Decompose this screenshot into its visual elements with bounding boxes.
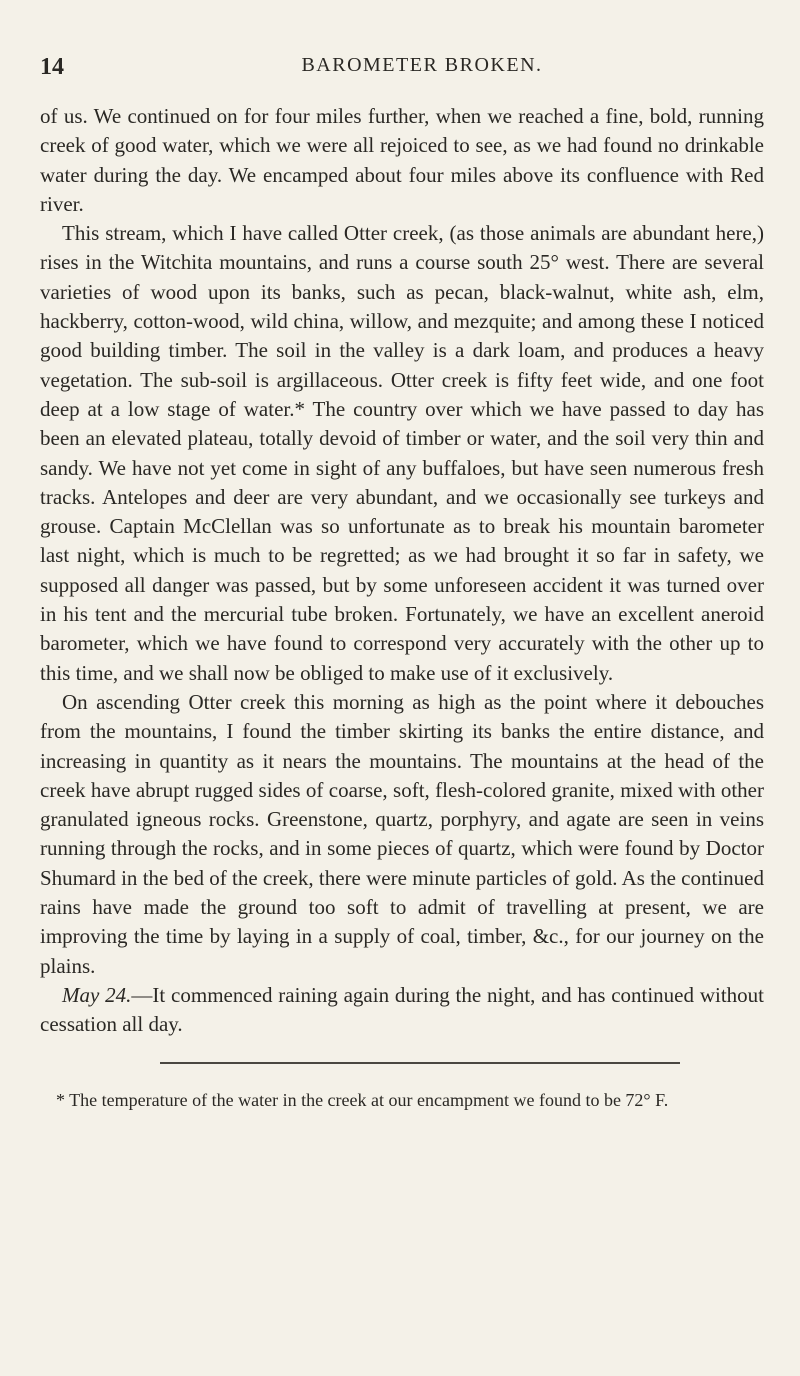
paragraph-may-24 [40,981,764,1040]
footnote-divider [160,1062,680,1064]
paragraph-ascending: On ascending Otter creek this morning as high as the point where it debouches from the mountains, I found the timber skirting its banks the entire distance, and increasing in quantity as it nears the mountains. The mountains at the head of the creek have abrupt rugged sides of coarse, soft, flesh-colored granite, mixed with other granulated igneous rocks. Greenstone, quartz, porphyry, and agate are seen in veins running through the rocks, and in some pieces of quartz, which were found by Doctor Shumard in the bed of the creek, there were minute particles of gold. As the continued rains have made the ground too soft to admit of travelling at present, we are improving the time by laying in a supply of coal, timber, &c., for our journey on the plains. [40,689,764,978]
page-header [40,54,764,90]
footnote: * The temperature of the water in the creek at our encampment we found to be 72° F. [56,1089,669,1110]
journal-entry-text: —It commenced raining again during the night, and has continued without cessation all day. [40,982,764,1037]
page-number: 14 [40,54,64,80]
journal-date: May 24. [62,982,132,1007]
paragraph-otter-creek: This stream, which I have called Otter creek, (as those animals are abundant here,) rises in the Witchita mountains, and runs a course south 25° west. There are several varieties of wood upon its banks, such as pecan, black-walnut, white ash, elm, hackberry, cotton-wood, wild china, willow, and mezquite; and among these I noticed good building timber. The soil in the valley is a dark loam, and produces a heavy vegetation. The sub-soil is argillaceous. Otter creek is fifty feet wide, and one foot deep at a low stage of water.* The country over which we have passed to day has been an elevated plateau, totally devoid of timber or water, and the soil very thin and sandy. We have not yet come in sight of any buffaloes, but have seen numerous fresh tracks. Antelopes and deer are very abundant, and we occasionally see turkeys and grouse. Captain McClellan was so unfortunate as to break his mountain barometer last night, which is much to be regretted; as we had brought it so far in safety, we supposed all danger was passed, but by some unforeseen accident it was turned over in his tent and the mercurial tube broken. Fortunately, we have an excellent aneroid barometer, which we have found to correspond very accurately with the other up to this time, and we shall now be obliged to make use of it exclusively. [40,221,764,685]
body-text [40,102,764,1040]
running-head: BAROMETER BROKEN. [301,54,543,76]
paragraph-continuation: of us. We continued on for four miles further, when we reached a fine, bold, running creek of good water, which we were all rejoiced to see, as we had found no drinkable water during the day. We encamped about four miles above its confluence with Red river. [40,104,764,216]
